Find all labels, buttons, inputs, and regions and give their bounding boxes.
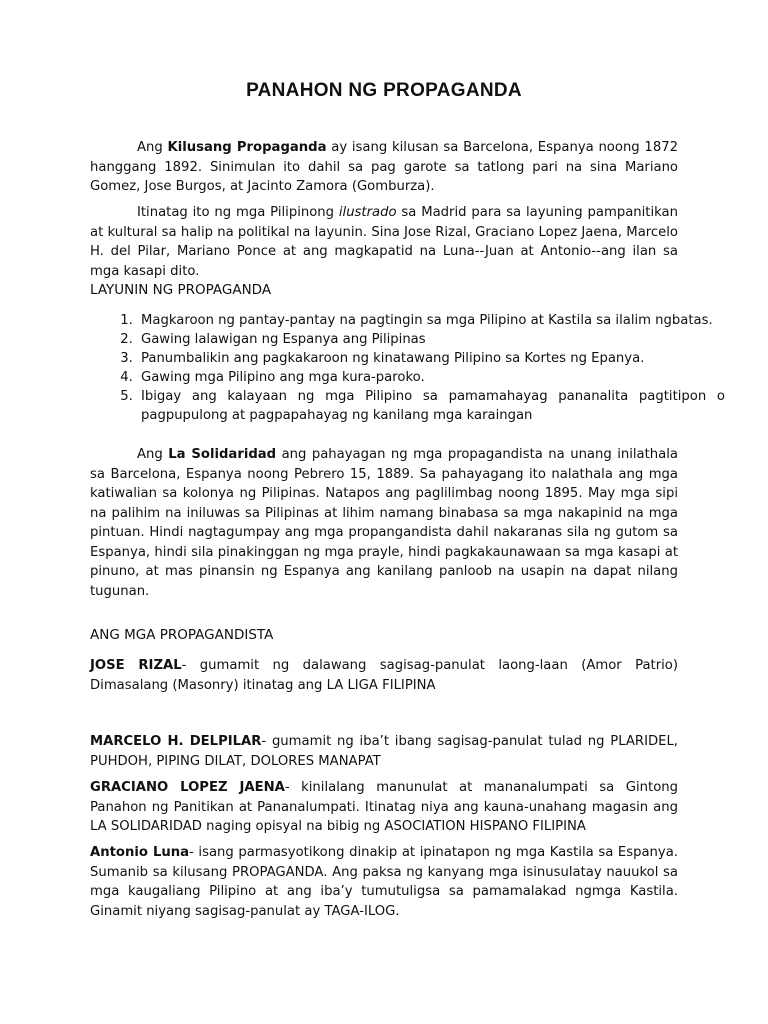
list-item: 1. Magkaroon ng pantay-pantay na pagtingin sa mga Pilipino at Kastila sa ilalim ngbatas. (137, 311, 725, 330)
intro-rest: ay isang kilusan sa Barcelona, Espanya noong 1872 hanggang 1892. Sinimulan ito dahil sa pag garote sa tatlong pari na sina Mariano Gomez, Jose Burgos, at Jacinto Zamora (Gomburza). (90, 140, 678, 194)
list-item: 5. Ibigay ang kalayaan ng mga Pilipino sa pamamahayag pananalita pagtitipon o pagpupulong at pagpapahayag ng kanilang mga karaingan (137, 387, 725, 425)
person-entry-delpilar (90, 732, 678, 771)
person-entry-rizal (90, 656, 678, 695)
goals-heading: LAYUNIN NG PROPAGANDA (90, 282, 272, 298)
solidaridad-bold-term: La Solidaridad (168, 447, 277, 462)
founding-rest: sa Madrid para sa layuning pampanitikan at kultural sa halip na politikal na layunin. Sina Jose Rizal, Graciano Lopez Jaena, Marcelo H. del Pilar, Mariano Ponce at ang magkapatid na Luna--Juan at Antonio--ang ilan sa mga kasapi dito. (90, 205, 678, 279)
person-entry-jaena (90, 778, 678, 837)
person-name: MARCELO H. DELPILAR (90, 734, 262, 749)
intro-paragraph (90, 138, 678, 197)
goals-list (90, 311, 725, 425)
solidaridad-lead: Ang (137, 447, 169, 462)
founding-paragraph (90, 203, 678, 281)
founding-lead: Itinatag ito ng mga Pilipinong (137, 205, 339, 220)
page-title: PANAHON NG PROPAGANDA (246, 80, 522, 101)
list-item: 3. Panumbalikin ang pagkakaroon ng kinatawang Pilipino sa Kortes ng Epanya. (137, 349, 725, 368)
person-description: - gumamit ng dalawang sagisag-panulat laong-laan (Amor Patrio) Dimasalang (Masonry) itinatag ang LA LIGA FILIPINA (90, 658, 678, 693)
intro-bold-term: Kilusang Propaganda (167, 140, 327, 155)
person-description: - gumamit ng iba’t ibang sagisag-panulat tulad ng PLARIDEL, PUHDOH, PIPING DILAT, DOLORES MANAPAT (90, 734, 678, 769)
list-item: 4. Gawing mga Pilipino ang mga kura-paroko. (137, 368, 725, 387)
person-description: - kinilalang manunulat at mananalumpati sa Gintong Panahon ng Panitikan at Pananalumpati. Itinatag niya ang kauna-unahang magasin ang LA SOLIDARIDAD naging opisyal na bibig ng ASOCIATION HISPANO FILIPINA (90, 780, 678, 834)
la-solidaridad-paragraph (90, 445, 678, 601)
founding-italic-term: ilustrado (338, 205, 397, 220)
intro-lead: Ang (137, 140, 168, 155)
list-item: 2. Gawing lalawigan ng Espanya ang Pilipinas (137, 330, 725, 349)
person-name: JOSE RIZAL (90, 658, 182, 673)
propagandists-heading: ANG MGA PROPAGANDISTA (90, 627, 274, 643)
person-name: GRACIANO LOPEZ JAENA (90, 780, 285, 795)
solidaridad-rest: ang pahayagan ng mga propagandista na unang inilathala sa Barcelona, Espanya noong Pebrero 15, 1889. Sa pahayagang ito nalathala ang mga katiwalian sa kolonya ng Pilipinas. Natapos ang paglilimbag noong 1895. May mga sipi na palihim na iniluwas sa Pilipinas at lihim namang binabasa sa mga nakapinid na mga pintuan. Hindi nagtagumpay ang mga propangandista dahil nakaranas sila ng gutom sa Espanya, hindi sila pinakinggan ng mga prayle, hindi pagkakaunawaan sa mga kasapi at pinuno, at mas pinansin ng Espanya ang kanilang panloob na usapin na dapat nilang tugunan. (90, 447, 678, 599)
person-name: Antonio Luna (90, 845, 190, 860)
person-description: - isang parmasyotikong dinakip at ipinatapon ng mga Kastila sa Espanya. Sumanib sa kilusang PROPAGANDA. Ang paksa ng kanyang mga isinusulatay nauukol sa mga kaugaliang Pilipino at ang iba’y tumutuligsa sa pamamalakad ngmga Kastila. Ginamit niyang sagisag-panulat ay TAGA-ILOG. (90, 845, 678, 919)
person-entry-luna (90, 843, 678, 921)
